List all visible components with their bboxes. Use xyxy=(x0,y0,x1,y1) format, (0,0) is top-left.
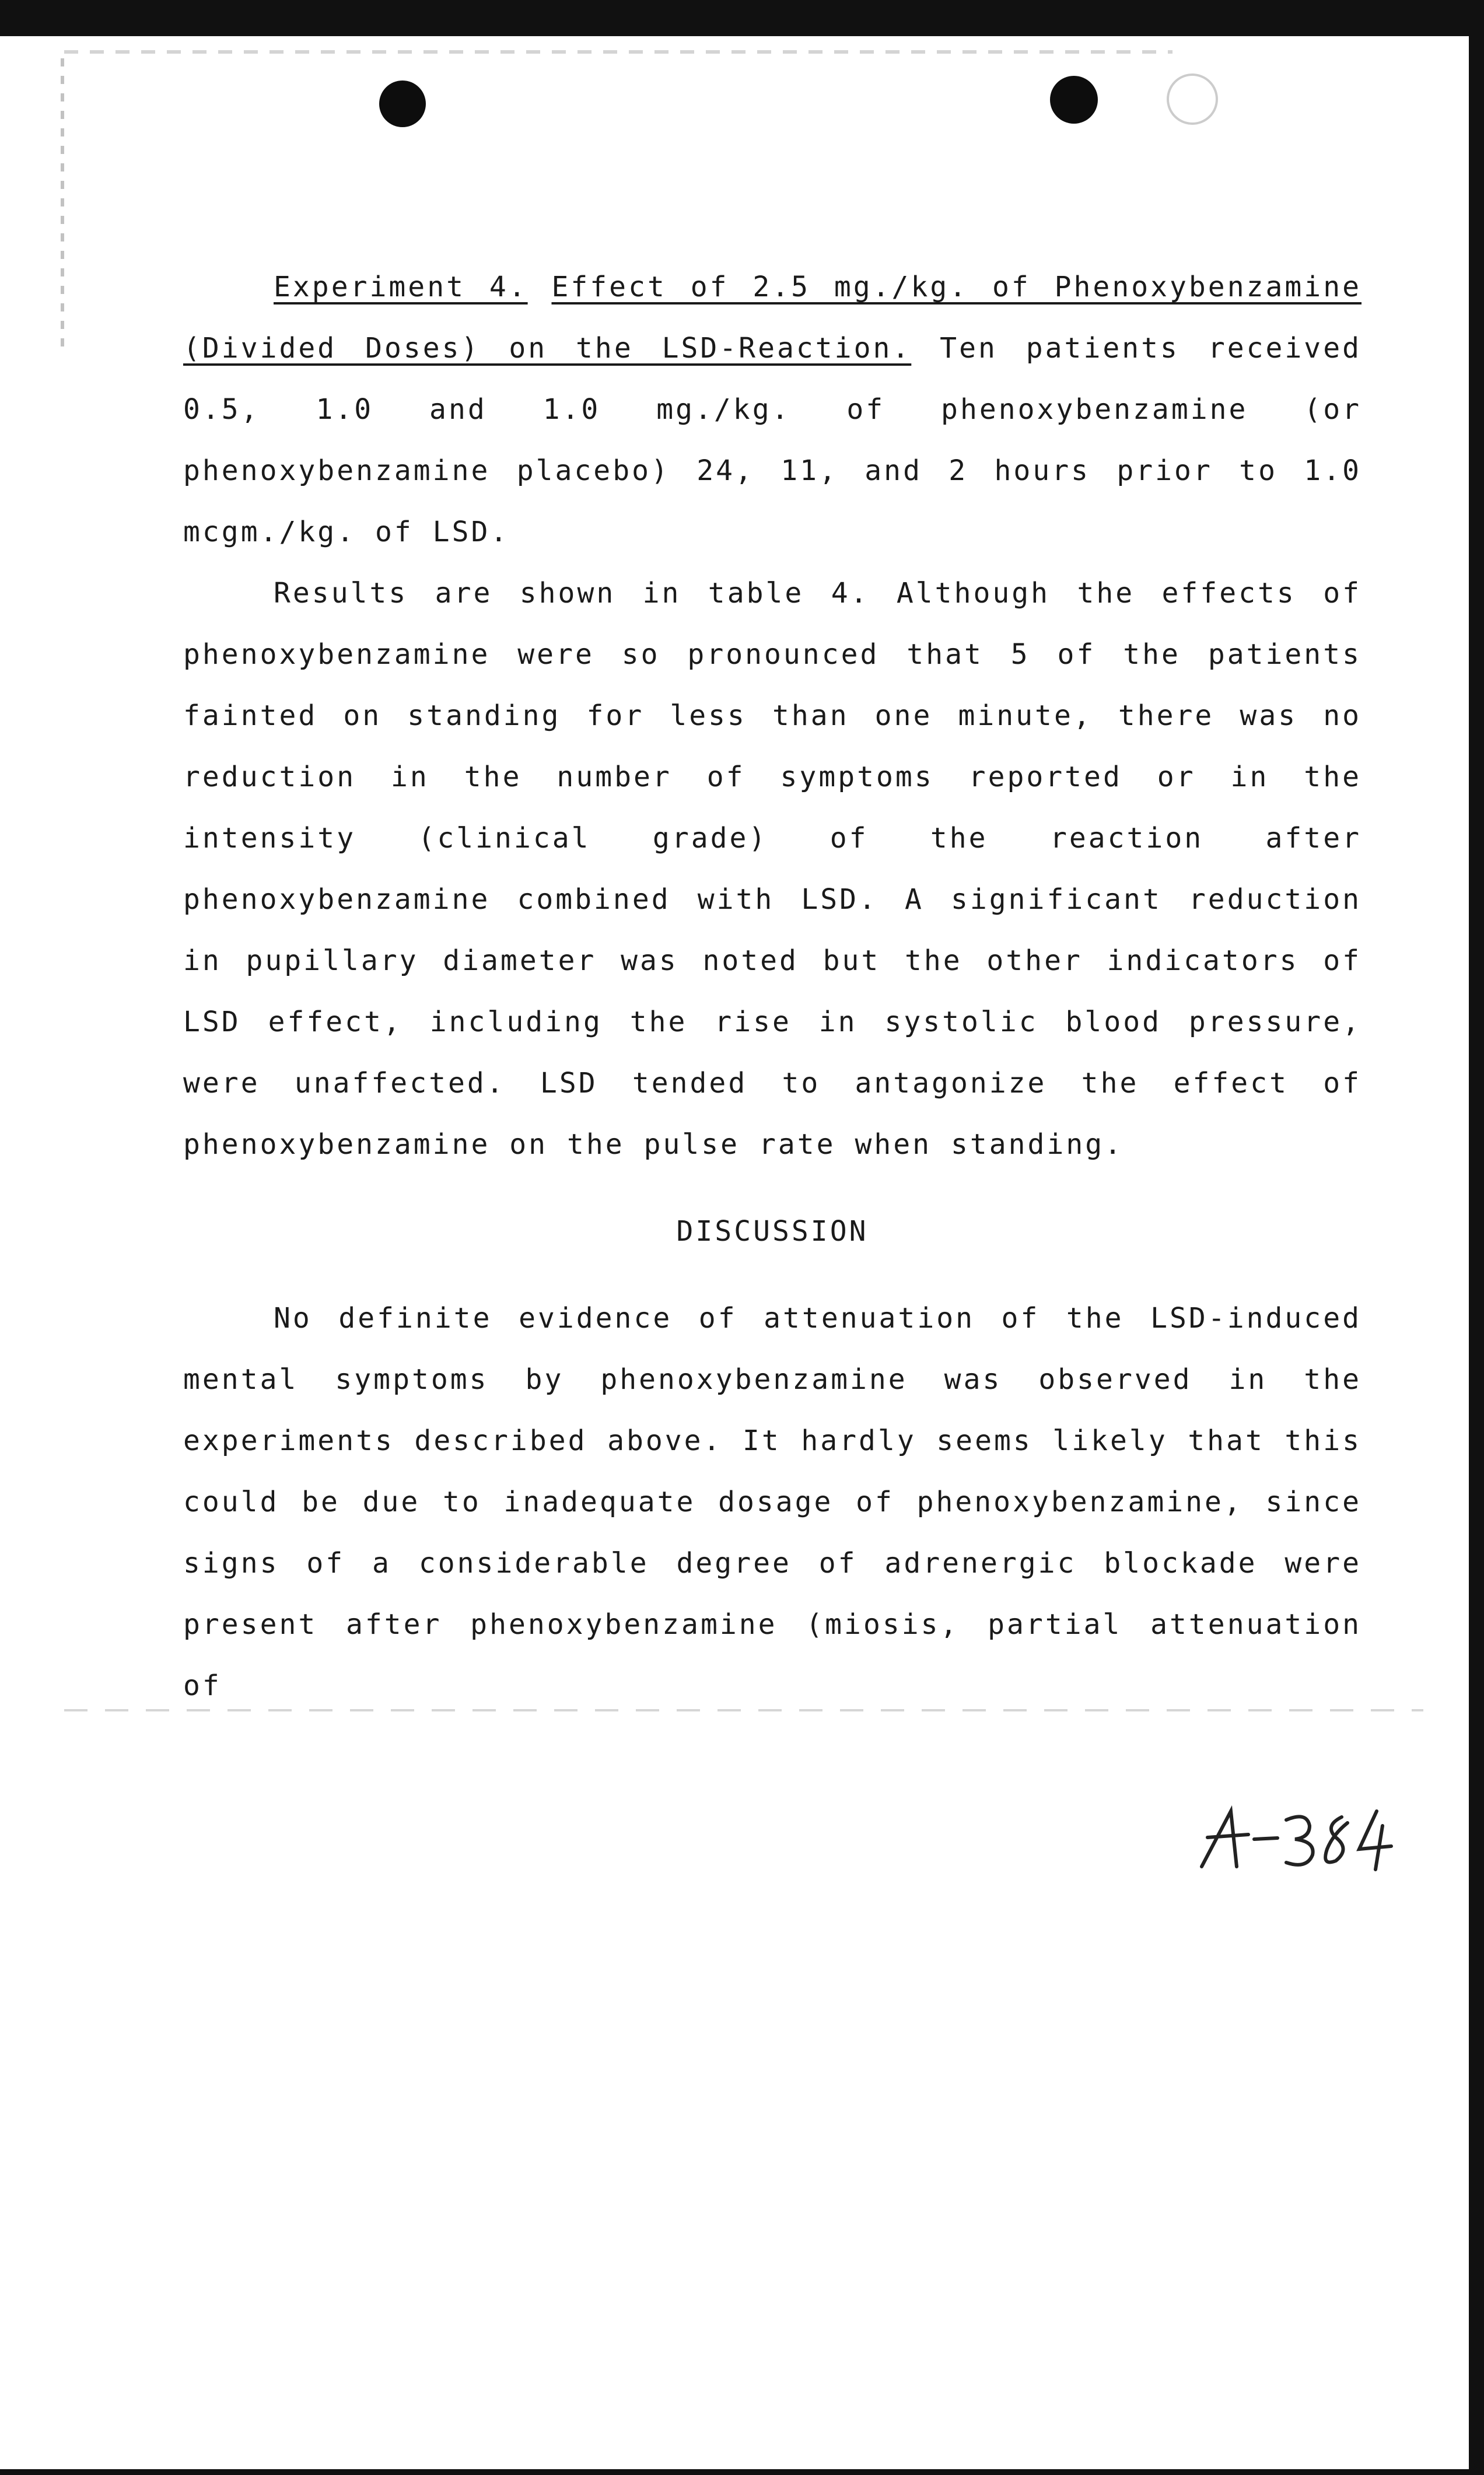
punch-hole-left xyxy=(379,80,426,127)
experiment-label: Experiment 4. xyxy=(274,271,528,303)
results-paragraph: Results are shown in table 4. Although the effects of phenoxybenzamine were so pronounced that 5 of the patients fainted on standing for less than one minute, there was no reduction in the number of symptoms reported or in the intensity (clinical grade) of the reaction after phenoxybenzamine combined with LSD. A significant reduction in pupillary diameter was noted but the other indicators of LSD effect, including the rise in systolic blood pressure, were unaffected. LSD tended to antagonize the effect of phenoxybenzamine on the pulse rate when standing. xyxy=(183,577,1362,1161)
punch-hole-ring xyxy=(1167,73,1218,125)
punch-hole-right xyxy=(1050,76,1098,124)
handwritten-page-mark xyxy=(1190,1794,1400,1875)
scan-border-right xyxy=(1469,0,1484,2475)
experiment-intro: Ten patients received 0.5, 1.0 and 1.0 mg./kg. of phenoxybenzamine (or phenoxybenzamine placebo) 24, 11, and 2 hours prior to 1.0 mcgm./kg. of LSD. xyxy=(183,332,1362,548)
scan-artifact-left xyxy=(61,58,64,350)
discussion-paragraph: No definite evidence of attenuation of the LSD-induced mental symptoms by phenoxybenzamine was observed in the experiments described above. It hardly seems likely that this could be due to inadequate dosage of phenoxybenzamine, since signs of a considerable degree of adrenergic blockade were present after phenoxybenzamine (miosis, partial attenuation of xyxy=(183,1302,1362,1702)
experiment-paragraph xyxy=(183,257,1362,563)
experiment-title: Effect of 2.5 mg./kg. of Phenoxybenzamine (Divided Doses) on the LSD-Reaction. xyxy=(183,271,1362,365)
scan-artifact-lower xyxy=(64,1709,1423,1711)
discussion-heading: DISCUSSION xyxy=(676,1215,869,1248)
document-body xyxy=(183,257,1362,1717)
scan-artifact-top xyxy=(64,50,1172,54)
scan-border-bottom xyxy=(0,2469,1484,2475)
scan-border-top xyxy=(0,0,1484,36)
